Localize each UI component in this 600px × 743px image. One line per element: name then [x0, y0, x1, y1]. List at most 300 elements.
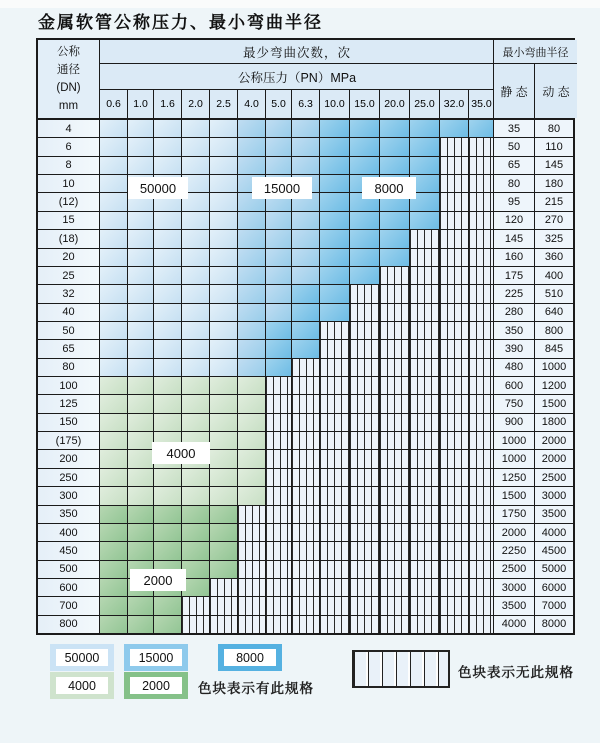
spec-cell-none: [469, 616, 494, 633]
spec-cell: [128, 304, 154, 321]
spec-cell-none: [350, 542, 380, 559]
spec-cell: [154, 359, 182, 376]
spec-cell-none: [182, 616, 210, 633]
dynamic-radius-value: 640: [535, 304, 573, 321]
spec-cell-none: [469, 249, 494, 266]
bend-cycles-header: 最少弯曲次数，次: [100, 40, 494, 64]
spec-cell-none: [410, 432, 440, 449]
spec-cell: [238, 432, 266, 449]
spec-cell: [350, 267, 380, 284]
spec-cell: [100, 359, 128, 376]
static-radius-value: 1750: [494, 506, 535, 523]
spec-cell-none: [410, 322, 440, 339]
spec-cell-none: [410, 230, 440, 247]
dn-label: 100: [38, 377, 100, 394]
corner-line-4: mm: [58, 100, 79, 112]
spec-cell: [128, 524, 154, 541]
spec-cell-none: [266, 377, 292, 394]
spec-cell: [128, 285, 154, 302]
table-row: [38, 487, 573, 505]
spec-cell-none: [266, 561, 292, 578]
spec-cell: [100, 304, 128, 321]
dn-label: 500: [38, 561, 100, 578]
spec-cell-none: [320, 579, 350, 596]
spec-cell: [182, 157, 210, 174]
spec-cell: [154, 616, 182, 633]
spec-cell: [182, 249, 210, 266]
dynamic-radius-value: 145: [535, 157, 573, 174]
spec-cell-none: [380, 616, 410, 633]
spec-cell: [100, 120, 128, 137]
spec-cell-none: [292, 579, 320, 596]
spec-cell: [266, 230, 292, 247]
spec-cell-none: [440, 561, 469, 578]
spec-cell-none: [350, 340, 380, 357]
dynamic-radius-value: 1800: [535, 414, 573, 431]
spec-cell: [182, 561, 210, 578]
spec-cell-none: [380, 561, 410, 578]
spec-cell-none: [266, 506, 292, 523]
spec-cell-none: [320, 542, 350, 559]
dn-label: 6: [38, 138, 100, 155]
static-radius-value: 1000: [494, 450, 535, 467]
spec-cell: [210, 450, 238, 467]
spec-cell: [350, 230, 380, 247]
spec-cell-none: [410, 285, 440, 302]
corner-line-1: 公称: [57, 46, 80, 58]
spec-cell-none: [350, 285, 380, 302]
dynamic-radius-value: 400: [535, 267, 573, 284]
pressure-column-header: 0.6: [100, 90, 128, 118]
spec-cell: [210, 506, 238, 523]
spec-cell: [266, 138, 292, 155]
spec-cell: [266, 212, 292, 229]
spec-cell: [440, 120, 469, 137]
spec-cell: [350, 138, 380, 155]
spec-cell: [128, 616, 154, 633]
table-row: [38, 469, 573, 487]
spec-cell: [320, 249, 350, 266]
spec-cell-none: [469, 395, 494, 412]
spec-cell-none: [380, 267, 410, 284]
spec-cell-none: [292, 377, 320, 394]
spec-cell: [320, 304, 350, 321]
spec-cell: [154, 157, 182, 174]
dn-label: 50: [38, 322, 100, 339]
spec-cell-none: [469, 377, 494, 394]
static-radius-value: 95: [494, 193, 535, 210]
dn-label: (12): [38, 193, 100, 210]
spec-cell: [100, 450, 128, 467]
spec-cell-none: [440, 285, 469, 302]
spec-cell-none: [469, 432, 494, 449]
table-row: [38, 230, 573, 248]
spec-cell: [350, 120, 380, 137]
table-header: [38, 40, 573, 120]
spec-cell: [210, 469, 238, 486]
spec-cell-none: [320, 414, 350, 431]
spec-cell-none: [469, 487, 494, 504]
spec-cell: [410, 157, 440, 174]
spec-cell: [238, 304, 266, 321]
pressure-column-header: 4.0: [238, 90, 266, 118]
spec-cell-none: [410, 561, 440, 578]
pressure-column-header: 2.0: [182, 90, 210, 118]
spec-cell-none: [440, 175, 469, 192]
spec-cell: [210, 267, 238, 284]
static-radius-value: 1000: [494, 432, 535, 449]
spec-cell-none: [266, 414, 292, 431]
static-radius-value: 1250: [494, 469, 535, 486]
spec-cell: [182, 414, 210, 431]
spec-cell-none: [469, 230, 494, 247]
spec-cell: [154, 138, 182, 155]
spec-cell-none: [292, 414, 320, 431]
spec-cell: [154, 414, 182, 431]
spec-cell-none: [440, 212, 469, 229]
spec-cell: [128, 340, 154, 357]
spec-cell-none: [266, 450, 292, 467]
spec-cell-none: [469, 506, 494, 523]
dn-label: 200: [38, 450, 100, 467]
spec-cell: [182, 524, 210, 541]
static-radius-value: 390: [494, 340, 535, 357]
spec-cell-none: [380, 377, 410, 394]
spec-cell: [154, 304, 182, 321]
dynamic-radius-value: 8000: [535, 616, 573, 633]
header-middle: [100, 40, 494, 118]
spec-cell: [266, 285, 292, 302]
spec-cell: [266, 120, 292, 137]
spec-cell-none: [410, 506, 440, 523]
spec-cell-none: [350, 579, 380, 596]
spec-cell-none: [380, 579, 410, 596]
legend-swatch-label: 8000: [224, 649, 276, 666]
header-right: [493, 40, 577, 118]
spec-cell-none: [380, 359, 410, 376]
spec-cell-none: [238, 561, 266, 578]
table-row: [38, 542, 573, 560]
dynamic-radius-value: 360: [535, 249, 573, 266]
static-radius-value: 145: [494, 230, 535, 247]
spec-cell-none: [238, 524, 266, 541]
static-radius-value: 80: [494, 175, 535, 192]
spec-cell-none: [292, 506, 320, 523]
corner-line-3: (DN): [56, 82, 81, 94]
spec-cell-none: [292, 524, 320, 541]
dn-label: 125: [38, 395, 100, 412]
spec-cell: [128, 432, 154, 449]
spec-cell-none: [410, 469, 440, 486]
dn-label: 80: [38, 359, 100, 376]
spec-cell: [154, 487, 182, 504]
spec-cell-none: [292, 450, 320, 467]
spec-cell: [128, 542, 154, 559]
spec-cell: [238, 377, 266, 394]
static-radius-value: 4000: [494, 616, 535, 633]
spec-cell-none: [440, 414, 469, 431]
spec-cell-none: [350, 322, 380, 339]
pressure-column-header: 35.0: [469, 90, 494, 118]
spec-cell-none: [350, 359, 380, 376]
static-dynamic-header-row: [494, 64, 577, 118]
spec-cell-none: [469, 359, 494, 376]
spec-cell-none: [320, 506, 350, 523]
spec-cell-none: [380, 506, 410, 523]
static-radius-value: 175: [494, 267, 535, 284]
table-row: [38, 267, 573, 285]
table-row: [38, 285, 573, 303]
spec-cell: [100, 395, 128, 412]
spec-cell: [238, 487, 266, 504]
spec-cell: [380, 212, 410, 229]
spec-cell: [182, 542, 210, 559]
static-radius-value: 120: [494, 212, 535, 229]
spec-cell: [210, 561, 238, 578]
spec-cell-none: [440, 597, 469, 614]
corner-line-2: 通径: [57, 64, 80, 76]
spec-cell-none: [350, 597, 380, 614]
spec-cell-none: [238, 616, 266, 633]
spec-cell: [182, 579, 210, 596]
table-row: [38, 322, 573, 340]
spec-cell-none: [469, 561, 494, 578]
cycle-count-label: 50000: [128, 177, 188, 199]
spec-cell: [210, 230, 238, 247]
spec-cell: [182, 359, 210, 376]
spec-cell-none: [469, 340, 494, 357]
spec-cell: [128, 506, 154, 523]
table-row: [38, 579, 573, 597]
spec-cell: [210, 249, 238, 266]
spec-cell-none: [320, 597, 350, 614]
spec-cell: [100, 157, 128, 174]
spec-cell-none: [350, 414, 380, 431]
spec-cell-none: [380, 597, 410, 614]
spec-cell: [238, 395, 266, 412]
spec-cell-none: [350, 561, 380, 578]
spec-cell: [238, 267, 266, 284]
spec-cell-none: [440, 469, 469, 486]
pressure-column-header: 2.5: [210, 90, 238, 118]
spec-cell: [100, 285, 128, 302]
spec-cell: [238, 450, 266, 467]
cycle-count-label: 2000: [130, 569, 186, 591]
spec-cell-none: [292, 597, 320, 614]
table-row: [38, 414, 573, 432]
spec-cell-none: [238, 597, 266, 614]
dynamic-radius-value: 270: [535, 212, 573, 229]
spec-cell-none: [440, 506, 469, 523]
spec-cell-none: [440, 304, 469, 321]
dynamic-radius-value: 2500: [535, 469, 573, 486]
spec-cell: [182, 212, 210, 229]
pressure-column-header: 10.0: [320, 90, 350, 118]
spec-cell: [320, 120, 350, 137]
dynamic-radius-value: 1000: [535, 359, 573, 376]
spec-cell: [128, 395, 154, 412]
table-row: [38, 340, 573, 358]
spec-cell: [410, 138, 440, 155]
spec-cell: [128, 157, 154, 174]
spec-cell-none: [440, 193, 469, 210]
spec-cell: [320, 175, 350, 192]
dn-label: 4: [38, 120, 100, 137]
spec-cell-none: [469, 579, 494, 596]
spec-cell-none: [380, 414, 410, 431]
table-row: [38, 120, 573, 138]
spec-cell-none: [440, 138, 469, 155]
spec-cell: [182, 138, 210, 155]
spec-cell: [320, 138, 350, 155]
corner-header-dn: [38, 40, 100, 118]
spec-cell-none: [440, 322, 469, 339]
pressure-column-header: 1.6: [154, 90, 182, 118]
spec-cell: [100, 487, 128, 504]
cycle-count-label: 8000: [362, 177, 416, 199]
dynamic-radius-value: 180: [535, 175, 573, 192]
spec-cell: [380, 157, 410, 174]
dynamic-radius-value: 110: [535, 138, 573, 155]
table-row: [38, 597, 573, 615]
spec-cell: [210, 285, 238, 302]
spec-cell: [182, 304, 210, 321]
dynamic-radius-value: 3000: [535, 487, 573, 504]
pressure-column-header: 5.0: [266, 90, 292, 118]
spec-cell-none: [266, 616, 292, 633]
spec-cell: [154, 597, 182, 614]
spec-cell: [210, 193, 238, 210]
spec-cell-none: [266, 597, 292, 614]
spec-cell: [154, 212, 182, 229]
spec-cell: [210, 524, 238, 541]
spec-cell: [100, 579, 128, 596]
pressure-column-header: 6.3: [292, 90, 320, 118]
dn-label: 10: [38, 175, 100, 192]
spec-cell-none: [410, 450, 440, 467]
spec-cell: [210, 395, 238, 412]
dn-label: 65: [38, 340, 100, 357]
spec-cell: [100, 322, 128, 339]
dn-label: 8: [38, 157, 100, 174]
spec-cell: [210, 377, 238, 394]
spec-cell: [210, 212, 238, 229]
dn-label: 300: [38, 487, 100, 504]
spec-cell-none: [469, 157, 494, 174]
pressure-column-header: 1.0: [128, 90, 154, 118]
spec-cell-none: [380, 524, 410, 541]
spec-cell: [100, 469, 128, 486]
dynamic-radius-value: 800: [535, 322, 573, 339]
spec-cell: [320, 285, 350, 302]
spec-cell-none: [320, 432, 350, 449]
cycle-count-label: 4000: [152, 442, 210, 464]
table-row: [38, 395, 573, 413]
spec-cell: [292, 249, 320, 266]
static-radius-value: 225: [494, 285, 535, 302]
spec-cell: [210, 414, 238, 431]
table-row: [38, 212, 573, 230]
spec-cell: [210, 340, 238, 357]
spec-cell: [154, 120, 182, 137]
legend-no-spec-text: 色块表示无此规格: [458, 665, 574, 680]
spec-cell: [100, 212, 128, 229]
table-row: [38, 359, 573, 377]
spec-cell: [320, 212, 350, 229]
spec-cell-none: [380, 487, 410, 504]
legend-swatch-50000: [50, 644, 114, 671]
spec-cell: [238, 322, 266, 339]
spec-cell-none: [440, 230, 469, 247]
dynamic-radius-value: 325: [535, 230, 573, 247]
spec-cell: [100, 561, 128, 578]
spec-cell-none: [320, 322, 350, 339]
spec-cell-none: [292, 561, 320, 578]
spec-cell-none: [440, 524, 469, 541]
dynamic-radius-value: 5000: [535, 561, 573, 578]
spec-cell-none: [469, 175, 494, 192]
spec-cell: [128, 230, 154, 247]
spec-cell-none: [350, 487, 380, 504]
spec-cell: [154, 230, 182, 247]
spec-cell: [100, 175, 128, 192]
spec-cell: [350, 157, 380, 174]
spec-cell-none: [469, 267, 494, 284]
spec-cell: [154, 506, 182, 523]
spec-cell: [100, 524, 128, 541]
spec-cell: [266, 304, 292, 321]
spec-cell: [266, 322, 292, 339]
spec-cell-none: [350, 377, 380, 394]
table-row: [38, 506, 573, 524]
dn-label: (18): [38, 230, 100, 247]
spec-cell: [182, 285, 210, 302]
spec-cell-none: [469, 285, 494, 302]
pressure-column-header: 32.0: [440, 90, 469, 118]
spec-cell-none: [210, 597, 238, 614]
static-radius-value: 480: [494, 359, 535, 376]
spec-cell-none: [350, 506, 380, 523]
dynamic-radius-value: 510: [535, 285, 573, 302]
dn-label: 800: [38, 616, 100, 633]
spec-cell: [154, 249, 182, 266]
spec-cell: [238, 230, 266, 247]
spec-cell-none: [440, 395, 469, 412]
spec-cell-none: [410, 304, 440, 321]
spec-cell-none: [410, 395, 440, 412]
spec-cell: [238, 157, 266, 174]
spec-cell-none: [410, 542, 440, 559]
spec-cell: [292, 267, 320, 284]
dn-label: 450: [38, 542, 100, 559]
spec-cell-none: [320, 524, 350, 541]
spec-cell: [320, 157, 350, 174]
legend-swatch-label: 4000: [56, 677, 108, 694]
spec-cell: [266, 359, 292, 376]
spec-cell-none: [320, 377, 350, 394]
table-row: [38, 450, 573, 468]
dn-label: 250: [38, 469, 100, 486]
table-row: [38, 432, 573, 450]
spec-cell-none: [320, 469, 350, 486]
spec-cell: [182, 487, 210, 504]
spec-cell-none: [410, 579, 440, 596]
spec-cell-none: [238, 542, 266, 559]
spec-cell-none: [292, 616, 320, 633]
spec-cell-none: [238, 506, 266, 523]
table-row: [38, 157, 573, 175]
spec-cell-none: [350, 524, 380, 541]
